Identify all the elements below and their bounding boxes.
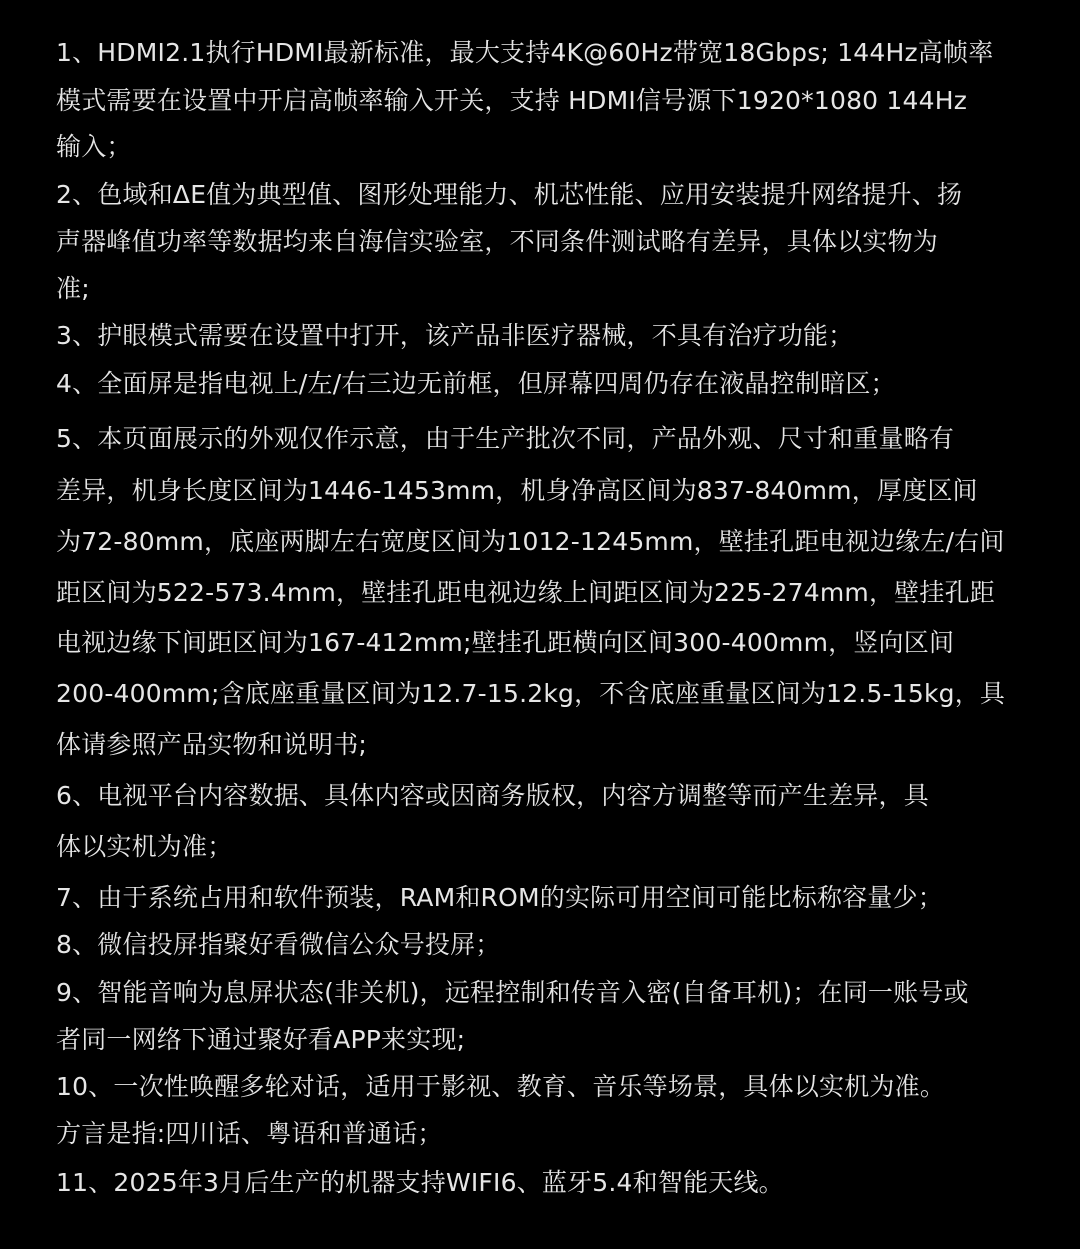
note-5-line-1: 5、本页面展示的外观仅作示意，由于生产批次不同，产品外观、尺寸和重量略有	[56, 424, 955, 453]
note-5-line-3: 为72-80mm，底座两脚左右宽度区间为1012-1245mm，壁挂孔距电视边缘左/右间	[56, 527, 1005, 556]
note-5-line-5: 电视边缘下间距区间为167-412mm;壁挂孔距横向区间300-400mm，竖向区间	[56, 628, 955, 657]
note-7-line-1: 7、由于系统占用和软件预装，RAM和ROM的实际可用空间可能比标称容量少；	[56, 883, 943, 912]
note-8-line-1: 8、微信投屏指聚好看微信公众号投屏；	[56, 930, 501, 959]
note-6-line-1: 6、电视平台内容数据、具体内容或因商务版权，内容方调整等而产生差异，具	[56, 781, 929, 810]
note-1-line-2: 模式需要在设置中开启高帧率输入开关，支持 HDMI信号源下1920*1080 144Hz	[56, 86, 968, 115]
note-2-line-2: 声器峰值功率等数据均来自海信实验室，不同条件测试略有差异，具体以实物为	[56, 227, 939, 256]
note-4-line-1: 4、全面屏是指电视上/左/右三边无前框，但屏幕四周仍存在液晶控制暗区；	[56, 369, 896, 398]
note-10-line-2: 方言是指:四川话、粤语和普通话；	[56, 1119, 443, 1148]
note-11-line-1: 11、2025年3月后生产的机器支持WIFI6、蓝牙5.4和智能天线。	[56, 1168, 784, 1197]
note-5-line-4: 距区间为522-573.4mm，壁挂孔距电视边缘上间距区间为225-274mm，壁挂孔距	[56, 578, 995, 607]
note-5-line-6: 200-400mm;含底座重量区间为12.7-15.2kg，不含底座重量区间为12.5-15kg，具	[56, 679, 1006, 708]
note-9-line-1: 9、智能音响为息屏状态(非关机)，远程控制和传音入密(自备耳机)；在同一账号或	[56, 978, 969, 1007]
note-3-line-1: 3、护眼模式需要在设置中打开，该产品非医疗器械，不具有治疗功能；	[56, 321, 854, 350]
note-5-line-2: 差异，机身长度区间为1446-1453mm，机身净高区间为837-840mm，厚度区间	[56, 476, 978, 505]
note-9-line-2: 者同一网络下通过聚好看APP来实现;	[56, 1025, 466, 1054]
note-1-line-1: 1、HDMI2.1执行HDMI最新标准，最大支持4K@60Hz带宽18Gbps; 144Hz高帧率	[56, 38, 994, 67]
note-5-line-7: 体请参照产品实物和说明书;	[56, 730, 368, 759]
note-2-line-3: 准;	[56, 274, 90, 303]
note-2-line-1: 2、色域和ΔE值为典型值、图形处理能力、机芯性能、应用安装提升网络提升、扬	[56, 180, 963, 209]
note-6-line-2: 体以实机为准；	[56, 832, 233, 861]
note-10-line-1: 10、一次性唤醒多轮对话，适用于影视、教育、音乐等场景，具体以实机为准。	[56, 1072, 946, 1101]
note-1-line-3: 输入；	[56, 132, 132, 161]
